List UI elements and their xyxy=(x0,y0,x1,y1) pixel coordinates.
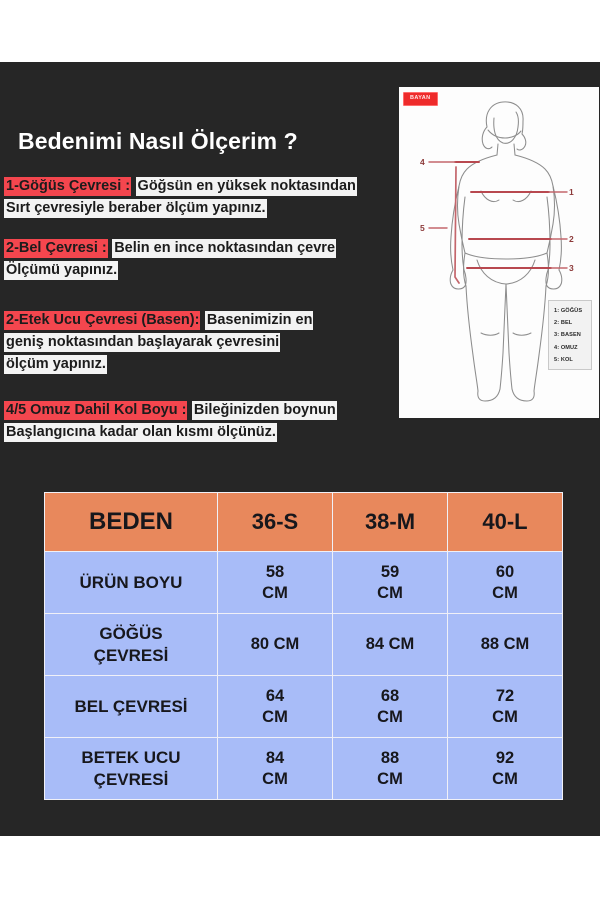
measurement-value: 60 CM xyxy=(448,552,563,614)
measurement-value: 84 CM xyxy=(333,614,448,676)
table-header-size: 40-L xyxy=(448,493,563,552)
measurement-value: 58 CM xyxy=(218,552,333,614)
legend-entry: 2: BEL xyxy=(554,320,573,327)
measurement-value: 68 CM xyxy=(333,676,448,738)
legend-entry: 4: OMUZ xyxy=(554,344,578,351)
table-header-size: 38-M xyxy=(333,493,448,552)
instruction-line xyxy=(4,260,404,281)
instruction-line xyxy=(4,354,404,375)
size-chart-table xyxy=(44,492,563,800)
instruction-label: 2-Bel Çevresi : xyxy=(6,240,107,256)
page-title: Bedenimi Nasıl Ölçerim ? xyxy=(18,128,298,154)
instruction-text: geniş noktasından başlayarak çevresini xyxy=(6,333,280,350)
size-chart-body xyxy=(45,552,563,800)
measurement-value: 88 CM xyxy=(333,738,448,800)
body-measurement-diagram xyxy=(399,87,599,418)
diagram-marker-4: 4 xyxy=(420,157,425,167)
diagram-marker-3: 3 xyxy=(569,263,574,273)
table-header-beden: BEDEN xyxy=(45,493,218,552)
legend-entry: 5: KOL xyxy=(554,356,573,363)
measurement-value: 64 CM xyxy=(218,676,333,738)
instruction-sleeve xyxy=(4,400,404,444)
table-row xyxy=(45,676,563,738)
instruction-waist xyxy=(4,238,404,282)
diagram-legend xyxy=(548,300,592,370)
diagram-marker-2: 2 xyxy=(569,234,574,244)
measurement-label: BETEK UCU ÇEVRESİ xyxy=(45,738,218,800)
measurement-label: BEL ÇEVRESİ xyxy=(45,676,218,738)
instruction-line xyxy=(4,176,404,197)
size-chart-header xyxy=(45,493,563,552)
instruction-line xyxy=(4,400,404,421)
bayan-badge: BAYAN xyxy=(403,92,438,106)
legend-entry: 1: GÖĞÜS xyxy=(554,308,583,314)
diagram-marker-5: 5 xyxy=(420,223,425,233)
table-header-size: 36-S xyxy=(218,493,333,552)
table-header-row xyxy=(45,493,563,552)
instruction-text: ölçüm yapınız. xyxy=(6,355,106,372)
instruction-text: Sırt çevresiyle beraber ölçüm yapınız. xyxy=(6,199,266,216)
measurement-value: 92 CM xyxy=(448,738,563,800)
measurement-value: 84 CM xyxy=(218,738,333,800)
instruction-text: Belin en ince noktasından çevre xyxy=(114,240,336,256)
measurement-value: 72 CM xyxy=(448,676,563,738)
instruction-line xyxy=(4,332,404,353)
instruction-text: Basenimizin en xyxy=(206,312,313,328)
measurement-value: 88 CM xyxy=(448,614,563,676)
instruction-line xyxy=(4,238,404,259)
measurement-label: GÖĞÜS ÇEVRESİ xyxy=(45,614,218,676)
instruction-text: Bileğinizden boynun xyxy=(193,402,336,418)
measurement-label: ÜRÜN BOYU xyxy=(45,552,218,614)
instruction-text: Ölçümü yapınız. xyxy=(6,261,118,278)
table-row xyxy=(45,552,563,614)
instruction-label: 1-Göğüs Çevresi : xyxy=(6,178,131,194)
instruction-text: Göğsün en yüksek noktasından xyxy=(137,178,356,194)
measurement-value: 59 CM xyxy=(333,552,448,614)
table-row xyxy=(45,738,563,800)
diagram-marker-1: 1 xyxy=(569,187,574,197)
instruction-label: 2-Etek Ucu Çevresi (Basen): xyxy=(6,312,200,328)
instruction-hip xyxy=(4,310,404,375)
instruction-label: 4/5 Omuz Dahil Kol Boyu : xyxy=(6,402,187,418)
instruction-bust xyxy=(4,176,404,220)
instruction-line xyxy=(4,310,404,331)
instruction-line xyxy=(4,198,404,219)
legend-entry: 3: BASEN xyxy=(554,332,581,339)
instruction-line xyxy=(4,422,404,443)
table-row xyxy=(45,614,563,676)
measurement-value: 80 CM xyxy=(218,614,333,676)
instruction-text: Başlangıcına kadar olan kısmı ölçünüz. xyxy=(6,423,276,440)
